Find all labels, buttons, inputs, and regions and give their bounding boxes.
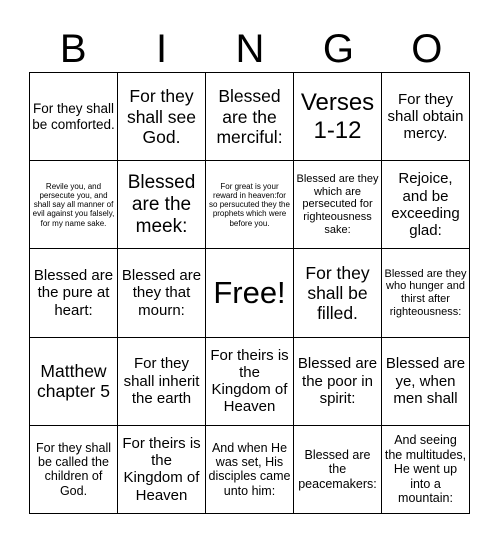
- header-letter-n: N: [235, 26, 265, 71]
- bingo-cell: Blessed are ye, when men shall: [382, 338, 470, 426]
- bingo-cell: For they shall be comforted.: [30, 73, 118, 161]
- bingo-cell: For they shall be filled.: [294, 249, 382, 337]
- header-letter-i: I: [156, 26, 168, 71]
- bingo-cell: For they shall obtain mercy.: [382, 73, 470, 161]
- header-letter-g: G: [322, 26, 354, 71]
- bingo-cell: Blessed are the meek:: [118, 161, 206, 249]
- bingo-cell: Blessed are the pure at heart:: [30, 249, 118, 337]
- bingo-cell: For great is your reward in heaven:for so persucuted they the prophets which were before you.: [206, 161, 294, 249]
- free-space: Free!: [206, 249, 294, 337]
- bingo-cell: Blessed are the peacemakers:: [294, 426, 382, 514]
- bingo-cell: And seeing the multitudes, He went up into a mountain:: [382, 426, 470, 514]
- header-letter-o: O: [411, 26, 443, 71]
- bingo-cell: Rejoice, and be exceeding glad:: [382, 161, 470, 249]
- bingo-header: [29, 26, 471, 72]
- bingo-cell: For theirs is the Kingdom of Heaven: [206, 338, 294, 426]
- bingo-cell: Revile you, and persecute you, and shall say all manner of evil against you falsely, for my name sake.: [30, 161, 118, 249]
- bingo-cell: Matthew chapter 5: [30, 338, 118, 426]
- bingo-cell: For theirs is the Kingdom of Heaven: [118, 426, 206, 514]
- bingo-cell: Blessed are they who hunger and thirst after righteousness:: [382, 249, 470, 337]
- bingo-cell: And when He was set, His disciples came unto him:: [206, 426, 294, 514]
- bingo-cell: Blessed are they which are persecuted for righteousness sake:: [294, 161, 382, 249]
- header-letter-b: B: [59, 26, 87, 71]
- bingo-cell: Blessed are the poor in spirit:: [294, 338, 382, 426]
- bingo-cell: For they shall inherit the earth: [118, 338, 206, 426]
- bingo-cell: For they shall be called the children of God.: [30, 426, 118, 514]
- bingo-cell: Blessed are they that mourn:: [118, 249, 206, 337]
- bingo-board: [29, 72, 470, 514]
- bingo-cell: Blessed are the merciful:: [206, 73, 294, 161]
- bingo-cell: Verses 1-12: [294, 73, 382, 161]
- bingo-cell: For they shall see God.: [118, 73, 206, 161]
